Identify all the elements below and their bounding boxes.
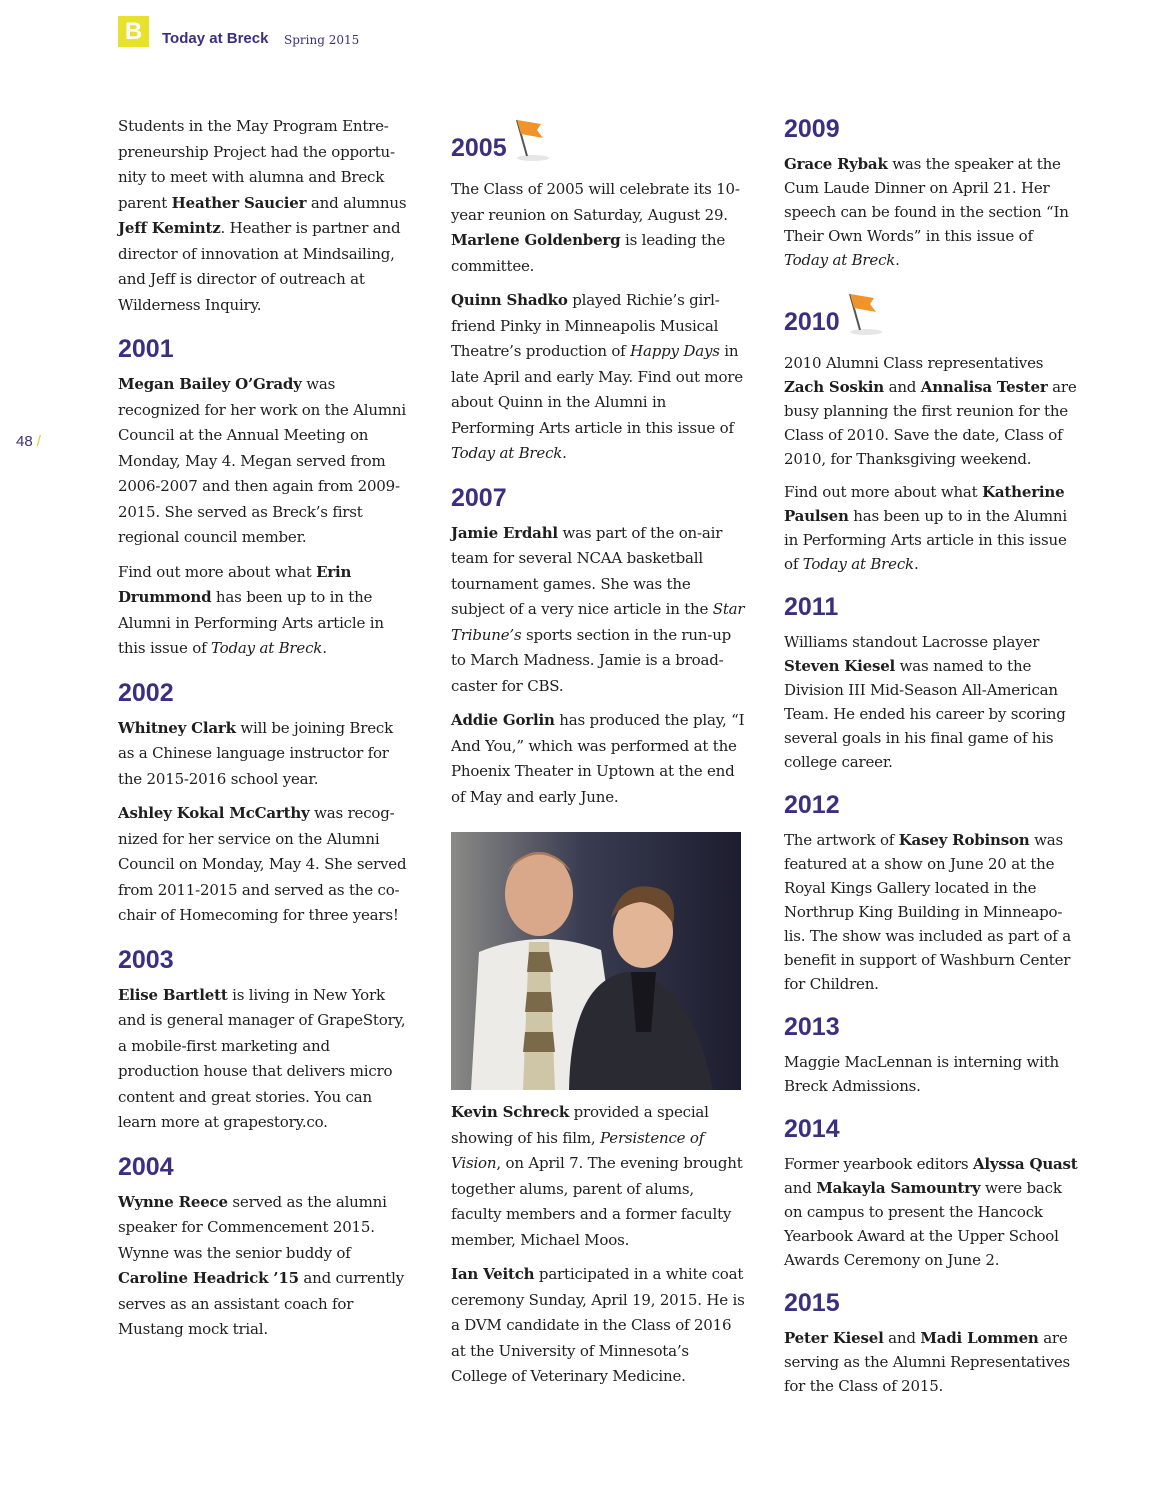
italic-title: Today at Breck bbox=[802, 555, 914, 573]
text: and alumnus bbox=[306, 193, 407, 212]
note-2005-a bbox=[451, 177, 747, 279]
name: Kasey Robinson bbox=[898, 831, 1030, 849]
italic-title: Today at Breck bbox=[211, 639, 323, 657]
year-heading-2012: 2012 bbox=[784, 791, 840, 819]
name: Jeff Kemintz bbox=[118, 219, 221, 237]
italic-title: Happy Days bbox=[630, 342, 720, 360]
text: has produced the play, “I And You,” which was performed at the Phoenix Theater in Uptown at the end of May and early June. bbox=[451, 711, 745, 806]
text: participated in a white coat ceremony Sunday, April 19, 2015. He is a DVM candidate in the Class of 2016 at the University of Minnesota’s College of Veterinary Medicine. bbox=[451, 1265, 745, 1385]
text: will be joining Breck as a Chinese language instructor for the 2015-2016 school year. bbox=[118, 718, 393, 788]
text: and bbox=[883, 1329, 921, 1347]
note-2001-a bbox=[118, 372, 410, 551]
text: The Class of 2005 will celebrate its 10-year reunion on Saturday, August 29. bbox=[451, 180, 740, 224]
text: is living in New York and is general manager of GrapeStory, a mobile-first marketing and production house that delivers micro content and great stories. You can learn more at grapestory.co. bbox=[118, 985, 406, 1131]
year-heading-2007: 2007 bbox=[451, 483, 507, 512]
name: Heather Saucier bbox=[171, 193, 307, 212]
name: Elise Bartlett bbox=[118, 985, 228, 1004]
note-2003 bbox=[118, 983, 410, 1136]
name: Ashley Kokal McCarthy bbox=[118, 804, 310, 822]
note-2002-a bbox=[118, 716, 410, 793]
note-2013: Maggie MacLennan is interning with Breck Admissions. bbox=[784, 1053, 1059, 1095]
text: 2010 Alumni Class representatives bbox=[784, 354, 1044, 372]
text: served as the alumni speaker for Commencement 2015. Wynne was the senior buddy of bbox=[118, 1192, 387, 1262]
text: and currently serves as an assistant coach for Mustang mock trial. bbox=[118, 1269, 404, 1338]
name: Caroline Headrick ’15 bbox=[118, 1269, 299, 1287]
name: Erin Drummond bbox=[118, 562, 352, 606]
orange-flag-icon bbox=[511, 114, 551, 169]
text: was recog-nized for her service on the Alumni Council on Monday, May 4. She served from 2011-2015 and served as the co-chair of Homecoming for three years! bbox=[118, 804, 407, 924]
text: sports section in the run-up to March Madness. Jamie is a broad-caster for CBS. bbox=[451, 625, 732, 695]
text: was the speaker at the Cum Laude Dinner on April 21. Her speech can be found in the section “In Their Own Words” in this issue of bbox=[784, 155, 1069, 245]
text: in late April and early May. Find out more about Quinn in the Alumni in Performing Arts article in this issue of bbox=[451, 342, 743, 437]
name: Katherine Paulsen bbox=[784, 483, 1065, 525]
photo-two-men bbox=[451, 832, 741, 1090]
text: has been up to in the Alumni in Performing Arts article in this issue of bbox=[118, 588, 384, 657]
text: Find out more about what bbox=[118, 562, 317, 581]
italic-title: Star Tribune’s bbox=[451, 600, 745, 644]
name: Kevin Schreck bbox=[451, 1103, 570, 1121]
text: Former yearbook editors bbox=[784, 1155, 973, 1173]
text: Williams standout Lacrosse player bbox=[784, 633, 1040, 651]
text: . bbox=[562, 444, 567, 462]
note-2010-b bbox=[784, 480, 1080, 576]
name: Quinn Shadko bbox=[451, 291, 568, 309]
text: . bbox=[913, 555, 919, 573]
note-2007-b bbox=[451, 708, 747, 810]
note-2007-a bbox=[451, 521, 747, 700]
column-2 bbox=[451, 114, 747, 1399]
page-number-value: 48 bbox=[16, 433, 33, 450]
text: The artwork of bbox=[784, 831, 899, 849]
text: and bbox=[884, 378, 921, 396]
name: Addie Gorlin bbox=[451, 711, 555, 729]
year-heading-2014: 2014 bbox=[784, 1115, 840, 1143]
name: Marlene Goldenberg bbox=[451, 231, 621, 249]
name: Makayla Samountry bbox=[816, 1179, 981, 1197]
note-2010-a bbox=[784, 351, 1080, 471]
text: are busy planning the first reunion for the Class of 2010. Save the date, Class of 2010, for Thanksgiving weekend. bbox=[784, 378, 1077, 468]
text: . bbox=[322, 639, 327, 657]
year-heading-2015: 2015 bbox=[784, 1289, 840, 1317]
italic-title: Today at Breck bbox=[784, 251, 896, 269]
column-1 bbox=[118, 114, 410, 1352]
note-ian-veitch bbox=[451, 1262, 747, 1390]
text: , on April 7. The evening brought together alums, parent of alums, faculty members and a former faculty member, Michael Moos. bbox=[451, 1154, 743, 1249]
year-heading-2009: 2009 bbox=[784, 115, 840, 143]
year-heading-2013: 2013 bbox=[784, 1013, 840, 1041]
intro-paragraph bbox=[118, 114, 410, 318]
note-2015 bbox=[784, 1326, 1080, 1398]
name: Peter Kiesel bbox=[784, 1329, 884, 1347]
note-2004 bbox=[118, 1190, 410, 1343]
text: were back on campus to present the Hancock Yearbook Award at the Upper School Awards Ceremony on June 2. bbox=[784, 1179, 1062, 1269]
name: Jamie Erdahl bbox=[451, 523, 558, 542]
orange-flag-icon bbox=[844, 288, 884, 343]
text: was named to the Division III Mid-Season All-American Team. He ended his career by scoring several goals in his final game of his college career. bbox=[784, 657, 1066, 771]
year-heading-2001: 2001 bbox=[118, 335, 174, 363]
text: . bbox=[895, 251, 900, 269]
note-2001-b bbox=[118, 560, 410, 662]
name: Annalisa Tester bbox=[920, 378, 1048, 396]
name: Zach Soskin bbox=[784, 378, 885, 396]
year-heading-2004: 2004 bbox=[118, 1152, 174, 1181]
text: is leading the committee. bbox=[451, 231, 726, 275]
breck-logo: B bbox=[118, 16, 149, 47]
text: and bbox=[784, 1179, 817, 1197]
text: are serving as the Alumni Representatives for the Class of 2015. bbox=[784, 1329, 1071, 1395]
note-2009 bbox=[784, 152, 1080, 272]
year-heading-2011: 2011 bbox=[784, 593, 839, 621]
note-2002-b bbox=[118, 801, 410, 929]
year-heading-2005 bbox=[451, 114, 747, 169]
year-text: 2010 bbox=[784, 308, 840, 336]
name: Grace Rybak bbox=[784, 155, 888, 173]
publication-title: Today at Breck bbox=[162, 30, 269, 47]
page-slash: / bbox=[36, 433, 41, 450]
year-heading-2002: 2002 bbox=[118, 678, 174, 707]
text: Students in the May Program Entre-preneurship Project had the opportu-nity to meet with alumna and Breck parent bbox=[118, 117, 395, 212]
italic-title: Today at Breck bbox=[451, 444, 563, 462]
name: Wynne Reece bbox=[118, 1192, 228, 1211]
name: Alyssa Quast bbox=[972, 1155, 1078, 1173]
column-3 bbox=[784, 114, 1080, 1407]
text: provided a special showing of his film, bbox=[451, 1103, 709, 1147]
note-2011 bbox=[784, 630, 1080, 774]
text: played Richie’s girl-friend Pinky in Minneapolis Musical Theatre’s production of bbox=[451, 291, 720, 360]
name: Steven Kiesel bbox=[784, 657, 896, 675]
note-2014 bbox=[784, 1152, 1080, 1272]
name: Whitney Clark bbox=[118, 718, 236, 737]
text: . Heather is partner and director of innovation at Mindsailing, and Jeff is director of outreach at Wilderness Inquiry. bbox=[118, 219, 401, 314]
text: has been up to in the Alumni in Performing Arts article in this issue of bbox=[784, 507, 1067, 573]
year-text: 2005 bbox=[451, 134, 507, 162]
text: was part of the on-air team for several NCAA basketball tournament games. She was the subject of a very nice article in the bbox=[451, 523, 723, 618]
name: Megan Bailey O’Grady bbox=[118, 375, 302, 393]
page-number bbox=[16, 433, 41, 450]
text: was featured at a show on June 20 at the Royal Kings Gallery located in the Northrup King Building in Minneapo-lis. The show was included as part of a benefit in support of Washburn Center for Children. bbox=[784, 831, 1071, 993]
year-heading-2003: 2003 bbox=[118, 945, 174, 974]
name: Ian Veitch bbox=[451, 1265, 535, 1283]
issue-label: Spring 2015 bbox=[284, 33, 360, 47]
text: was recognized for her work on the Alumni Council at the Annual Meeting on Monday, May 4. Megan served from 2006-2007 and then again from 2009-2015. She served as Breck’s first regional council member. bbox=[118, 375, 406, 546]
year-heading-2010 bbox=[784, 288, 1080, 343]
note-2005-b bbox=[451, 288, 747, 467]
text: Find out more about what bbox=[784, 483, 983, 501]
photo-caption bbox=[451, 1100, 747, 1253]
name: Madi Lommen bbox=[920, 1329, 1039, 1347]
italic-title: Persistence of Vision bbox=[451, 1128, 705, 1172]
note-2012 bbox=[784, 828, 1080, 996]
